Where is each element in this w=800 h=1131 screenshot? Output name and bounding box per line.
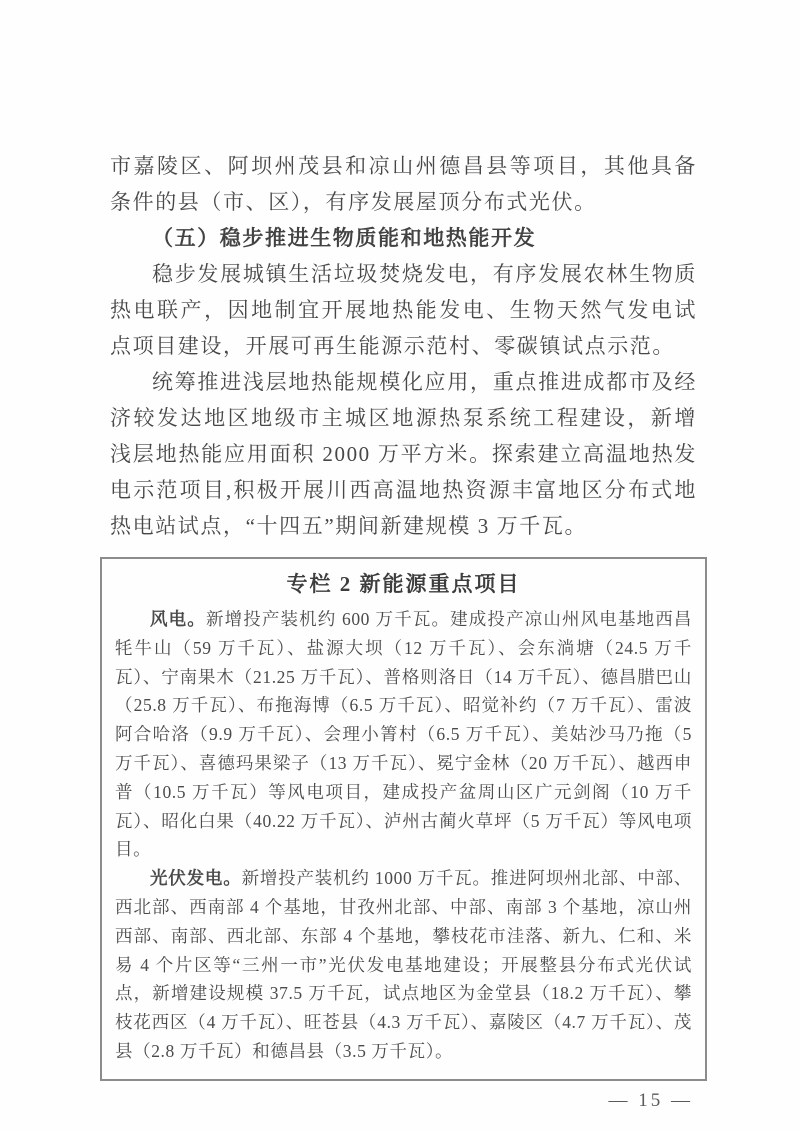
callout-box	[100, 557, 707, 1081]
paragraph-biomass: 稳步发展城镇生活垃圾焚烧发电，有序发展农林生物质热电联产，因地制宜开展地热能发电、生物天然气发电试点项目建设，开展可再生能源示范村、零碳镇试点示范。	[110, 262, 697, 358]
wind-power-text: 新增投产装机约 600 万千瓦。建成投产凉山州风电基地西昌牦牛山（59 万千瓦）、盐源大坝（12 万千瓦）、会东淌塘（24.5 万千瓦）、宁南果木（21.25 万千瓦）、普格则洛日（14 万千瓦）、德昌腊巴山（25.8 万千瓦）、布拖海博（6.5 万千瓦）、昭觉补约（7 万千瓦）、雷波阿合哈洛（9.9 万千瓦）、会理小箐村（6.5 万千瓦）、美姑沙马乃拖（5 万千瓦）、喜德玛果梁子（13 万千瓦）、冕宁金林（20 万千瓦）、越西申普（10.5 万千瓦）等风电项目，建成投产盆周山区广元剑阁（10 万千瓦）、昭化白果（40.22 万千瓦）、泸州古蔺火草坪（5 万千瓦）等风电项目。	[115, 609, 692, 860]
solar-power-lead: 光伏发电。	[150, 868, 242, 889]
wind-power-lead: 风电。	[150, 609, 206, 629]
wind-power-paragraph	[115, 605, 692, 864]
page-number: — 15 —	[608, 1089, 693, 1111]
solar-power-paragraph	[115, 864, 692, 1066]
paragraph-geothermal: 统筹推进浅层地热能规模化应用，重点推进成都市及经济较发达地区地级市主城区地源热泵系统工程建设，新增浅层地热能应用面积 2000 万平方米。探索建立高温地热发电示范项目,积极开展川西高温地热资源丰富地区分布式地热电站试点，“十四五”期间新建规模 3 万千瓦。	[110, 370, 697, 538]
section-heading: （五）稳步推进生物质能和地热能开发	[152, 226, 537, 250]
continuation-paragraph: 市嘉陵区、阿坝州茂县和凉山州德昌县等项目，其他具备条件的县（市、区），有序发展屋顶分布式光伏。	[110, 154, 697, 214]
callout-box-title: 专栏 2 新能源重点项目	[286, 572, 521, 596]
solar-power-text: 新增投产装机约 1000 万千瓦。推进阿坝州北部、中部、西北部、西南部 4 个基地，甘孜州北部、中部、南部 3 个基地，凉山州西部、南部、西北部、东部 4 个基地，攀枝花市洼落、新九、仁和、米易 4 个片区等“三州一市”光伏发电基地建设；开展整县分布式光伏试点，新增建设规模 37.5 万千瓦，试点地区为金堂县（18.2 万千瓦）、攀枝花西区（4 万千瓦）、旺苍县（4.3 万千瓦）、嘉陵区（4.7 万千瓦）、茂县（2.8 万千瓦）和德昌县（3.5 万千瓦）。	[115, 868, 692, 1061]
